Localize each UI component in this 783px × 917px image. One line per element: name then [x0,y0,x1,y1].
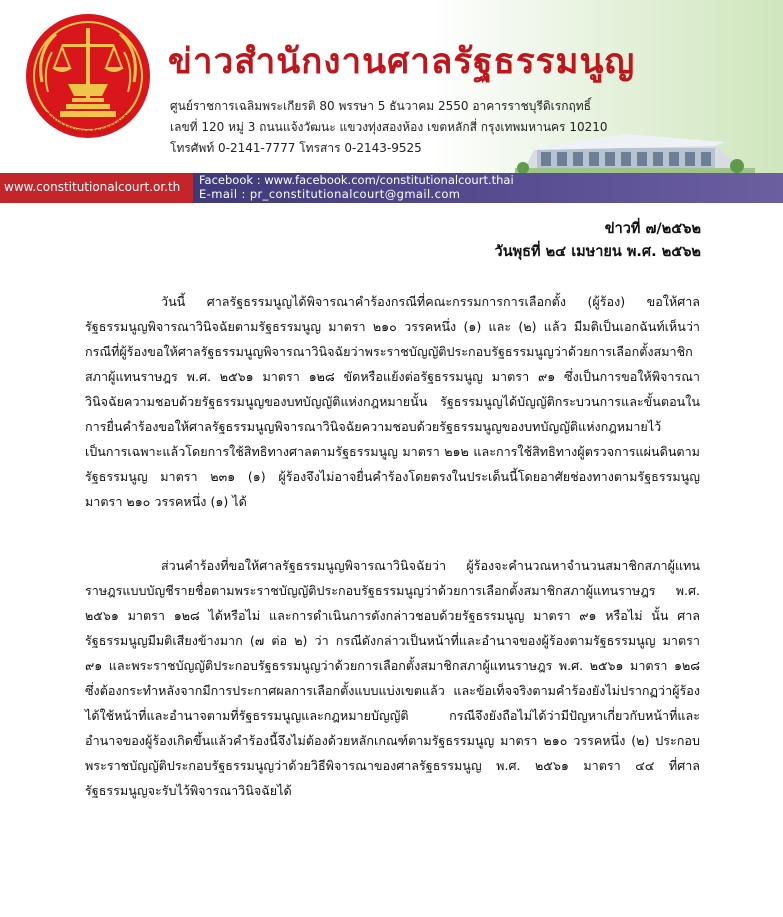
body-paragraph-1 [85,289,700,514]
address-line-2: เลขที่ 120 หมู่ 3 ถนนแจ้งวัฒนะ แขวงทุ่งสองห้อง เขตหลักสี่ กรุงเทพมหานคร 10210 [170,120,608,134]
address-line-3: โทรศัพท์ 0-2141-7777 โทรสาร 0-2143-9525 [170,141,422,155]
org-title: ข่าวสำนักงานศาลรัฐธรรมนูญ [168,42,636,82]
paragraph-2-text: ส่วนคำร้องที่ขอให้ศาลรัฐธรรมนูญพิจารณาวินิจฉัยว่า ผู้ร้องจะคำนวณหาจำนวนสมาชิกสภาผู้แทนราษฎรแบบบัญชีรายชื่อตามพระราชบัญญัติประกอบรัฐธรรมนูญว่าด้วยการเลือกตั้งสมาชิกสภาผู้แทนราษฎร พ.ศ. ๒๕๖๑ มาตรา ๑๒๘ ได้หรือไม่ และการดำเนินการดังกล่าวชอบด้วยรัฐธรรมนูญ มาตรา ๙๑ หรือไม่ นั้น ศาลรัฐธรรมนูญมีมติเสียงข้างมาก (๗ ต่อ ๒) ว่า กรณีดังกล่าวเป็นหน้าที่และอำนาจของผู้ร้องตามรัฐธรรมนูญ มาตรา ๙๑ และพระราชบัญญัติประกอบรัฐธรรมนูญว่าด้วยการเลือกตั้งสมาชิกสภาผู้แทนราษฎร พ.ศ. ๒๕๖๑ มาตรา ๑๒๘ ซึ่งต้องกระทำหลังจากมีการประกาศผลการเลือกตั้งแบบแบ่งเขตแล้ว และข้อเท็จจริงตามคำร้องยังไม่ปรากฏว่าผู้ร้องได้ใช้หน้าที่และอำนาจตามที่รัฐธรรมนูญและกฎหมายบัญญัติ กรณีจึงยังถือไม่ได้ว่ามีปัญหาเกี่ยวกับหน้าที่และอำนาจของผู้ร้องเกิดขึ้นแล้วคำร้องนี้จึงไม่ต้องด้วยหลักเกณฑ์ตามรัฐธรรมนูญ มาตรา ๒๑๐ วรรคหนึ่ง (๒) ประกอบพระราชบัญญัติประกอบรัฐธรรมนูญว่าด้วยวิธีพิจารณาของศาลรัฐธรรมนูญ พ.ศ. ๒๕๖๑ มาตรา ๔๔ ที่ศาลรัฐธรรมนูญจะรับไว้พิจารณาวินิจฉัยได้ [85,558,700,798]
court-building-icon [515,128,755,178]
paragraph-1-text: วันนี้ ศาลรัฐธรรมนูญได้พิจารณาคำร้องกรณีที่คณะกรรมการการเลือกตั้ง (ผู้ร้อง) ขอให้ศาลรัฐธรรมนูญพิจารณาวินิจฉัยตามรัฐธรรมนูญ มาตรา ๒๑๐ วรรคหนึ่ง (๑) และ (๒) แล้ว มีมติเป็นเอกฉันท์เห็นว่า กรณีที่ผู้ร้องขอให้ศาลรัฐธรรมนูญพิจารณาวินิจฉัยว่าพระราชบัญญัติประกอบรัฐธรรมนูญว่าด้วยการเลือกตั้งสมาชิกสภาผู้แทนราษฎร พ.ศ. ๒๕๖๑ มาตรา ๑๒๘ ขัดหรือแย้งต่อรัฐธรรมนูญ มาตรา ๙๑ ซึ่งเป็นการขอให้พิจารณาวินิจฉัยความชอบด้วยรัฐธรรมนูญของบทบัญญัติแห่งกฎหมายนั้น รัฐธรรมนูญได้บัญญัติกระบวนการและขั้นตอนในการยื่นคำร้องขอให้ศาลรัฐธรรมนูญพิจารณาวินิจฉัยความชอบด้วยรัฐธรรมนูญของบทบัญญัติแห่งกฎหมายไว้เป็นการเฉพาะแล้วโดยการใช้สิทธิทางศาลตามรัฐธรรมนูญ มาตรา ๒๑๒ และการใช้สิทธิทางผู้ตรวจการแผ่นดินตามรัฐธรรมนูญ มาตรา ๒๓๑ (๑) ผู้ร้องจึงไม่อาจยื่นคำร้องโดยตรงในประเด็นนี้โดยอาศัยช่องทางตามรัฐธรรมนูญ มาตรา ๒๑๐ วรรคหนึ่ง (๑) ได้ [85,294,700,509]
news-date: วันพุธที่ ๒๔ เมษายน พ.ศ. ๒๕๖๒ [494,244,701,260]
email-link[interactable]: E-mail : pr_constitutionalcourt@gmail.com [199,187,461,201]
news-number: ข่าวที่ ๗/๒๕๖๒ [604,221,701,237]
letterhead [0,0,783,203]
court-seal-icon [22,12,154,150]
body-paragraph-2 [85,553,700,803]
website-bar [0,173,193,203]
contact-bar [193,173,783,203]
seal-text: สำนักงานศาลรัฐธรรมนูญ [41,109,134,139]
facebook-link[interactable]: Facebook : www.facebook.com/constitutionalcourt.thai [199,173,514,187]
website-link[interactable]: www.constitutionalcourt.or.th [4,180,181,194]
address-line-1: ศูนย์ราชการเฉลิมพระเกียรติ 80 พรรษา 5 ธันวาคม 2550 อาคารราชบุรีดิเรกฤทธิ์ [170,99,591,113]
